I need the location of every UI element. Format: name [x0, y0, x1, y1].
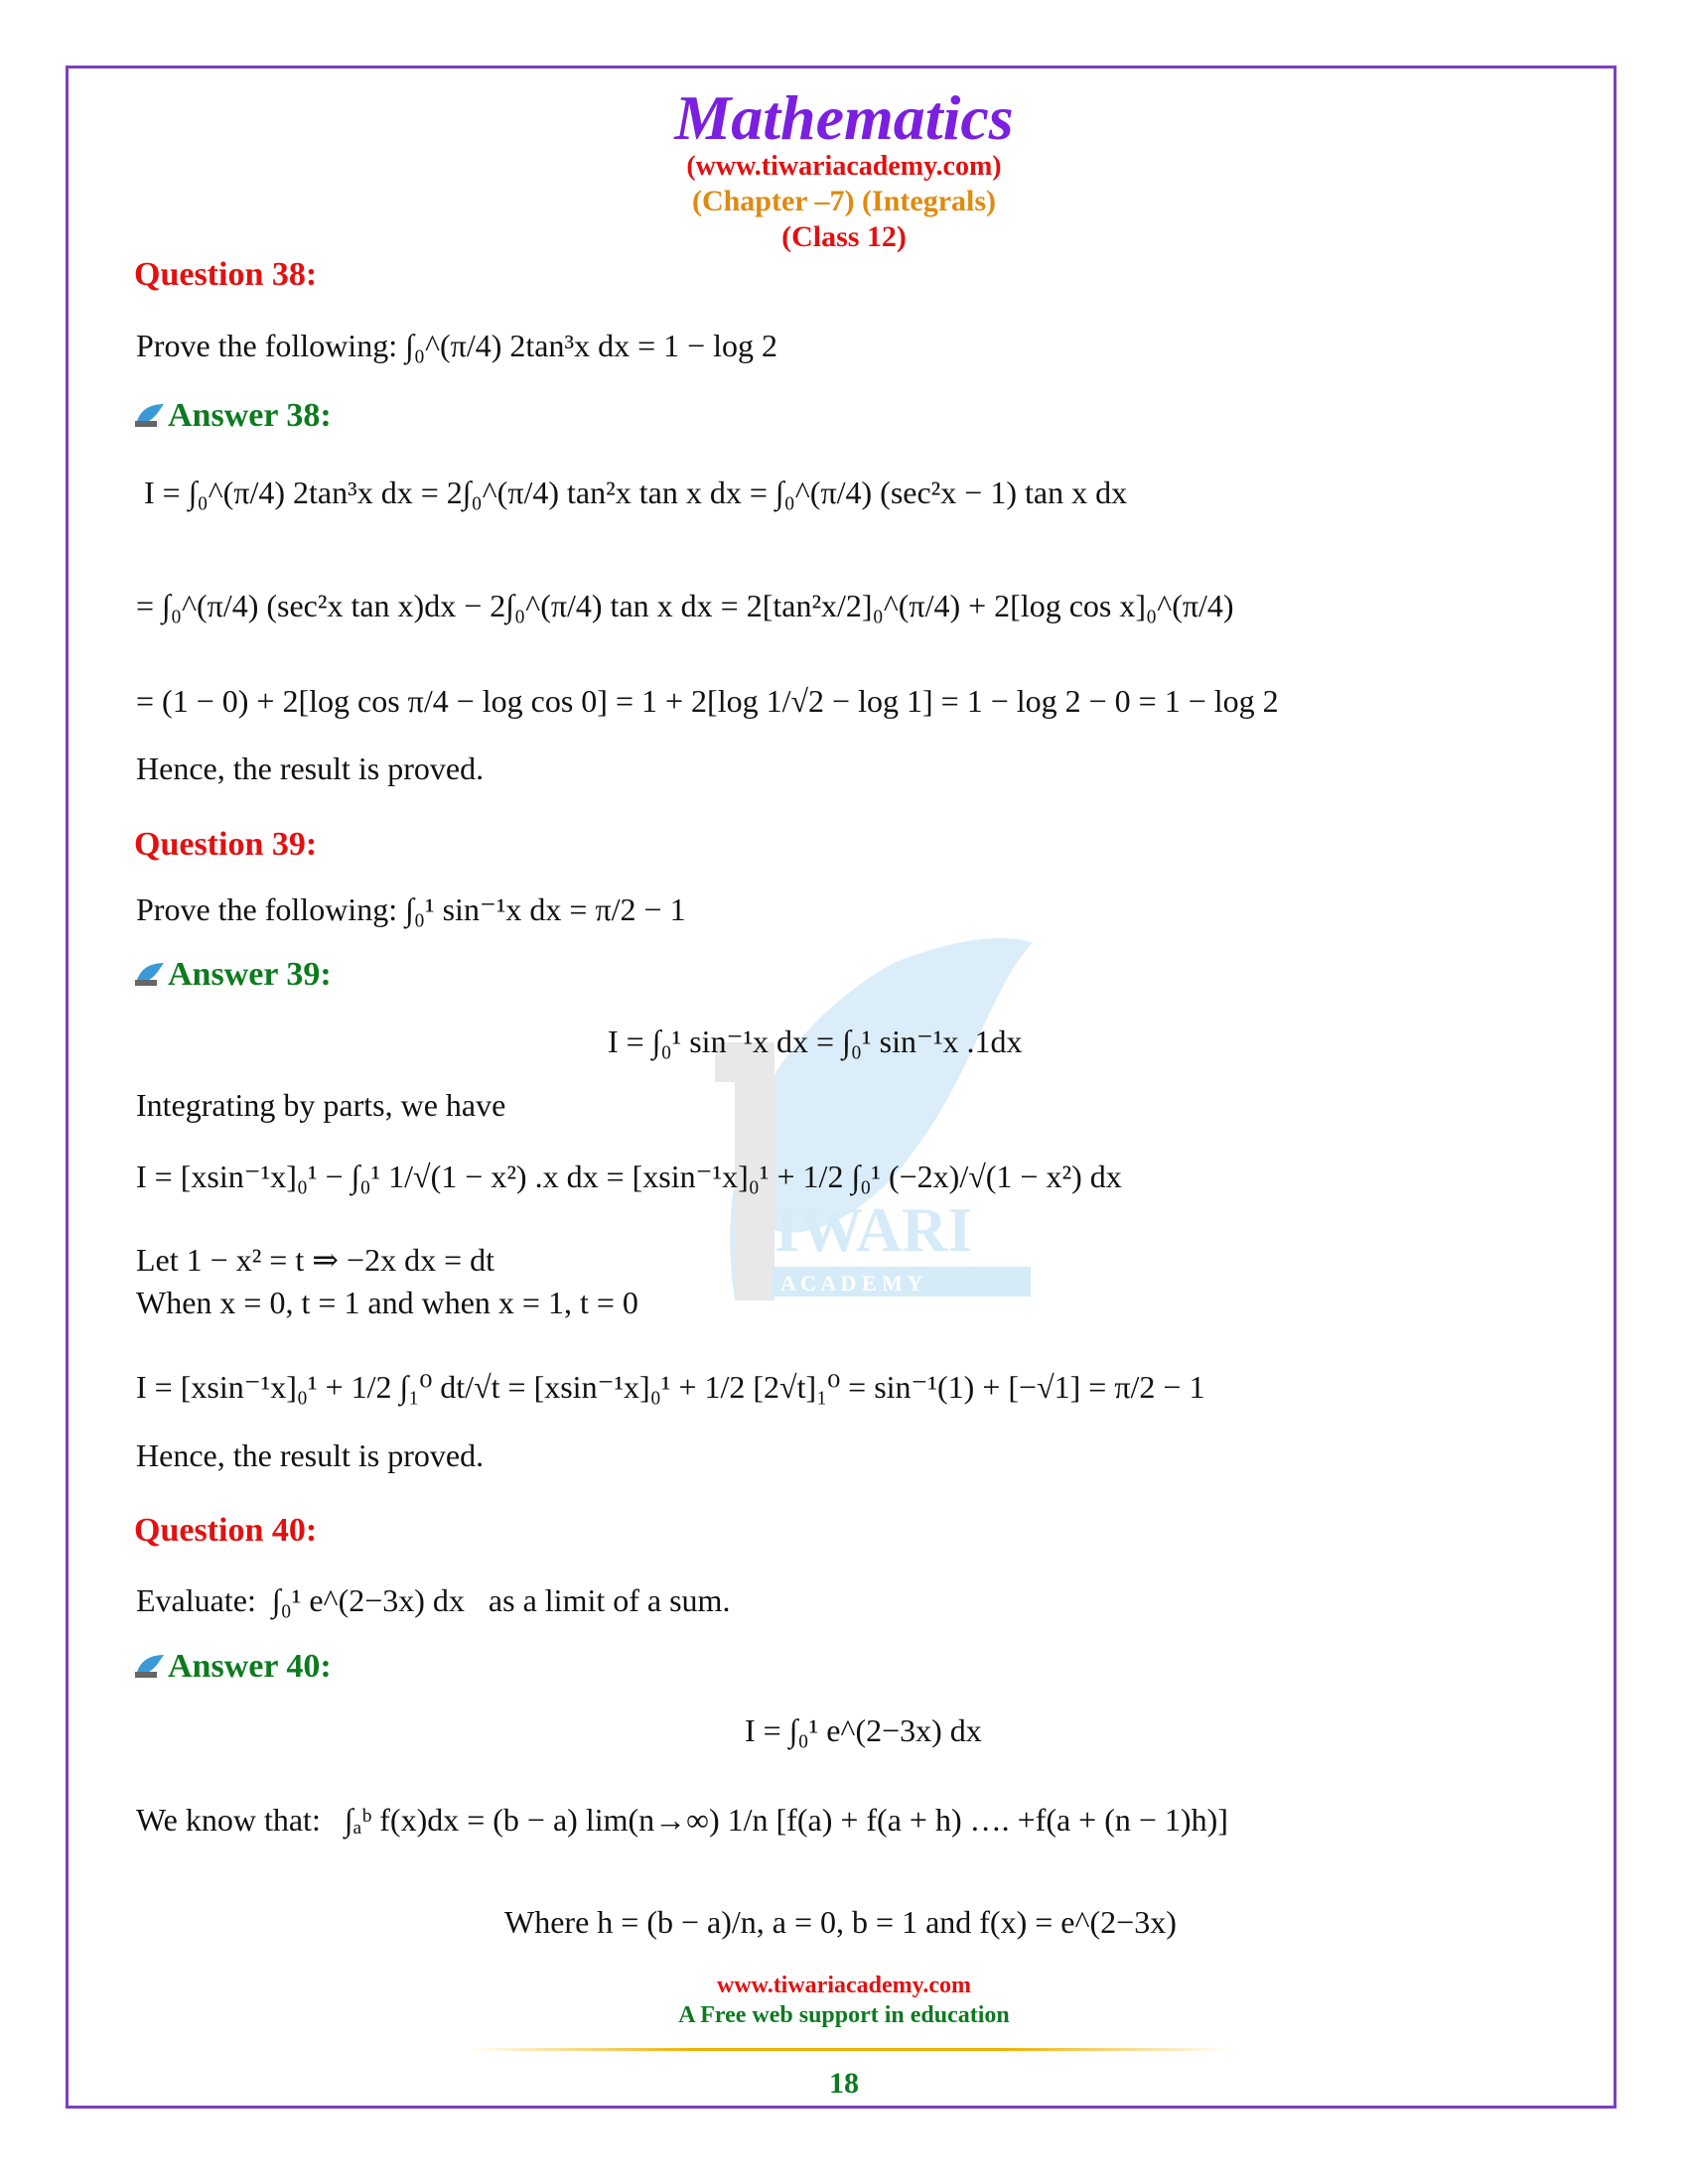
header-chapter: (Chapter –7) (Integrals) — [691, 185, 997, 217]
answer-40-know-text: We know that: — [136, 1802, 321, 1838]
question-38-heading: Question 38: — [134, 256, 318, 293]
question-40-suffix: as a limit of a sum. — [488, 1582, 731, 1618]
header-website: (www.tiwariacademy.com) — [686, 151, 1002, 182]
tiwari-logo-icon — [134, 402, 166, 428]
answer-40-heading: Answer 40: — [134, 1648, 332, 1686]
answer-40-know-line — [136, 1802, 1228, 1839]
footer-website: www.tiwariacademy.com — [717, 1973, 971, 1998]
answer-40-formula: ∫ₐᵇ f(x)dx = (b − a) lim(n→∞) 1/n [f(a) + f(a + h) …. +f(a + (n − 1)h)] — [344, 1802, 1228, 1838]
answer-38-line-1: I = ∫₀^(π/4) 2tan³x dx = 2∫₀^(π/4) tan²x tan x dx = ∫₀^(π/4) (sec²x − 1) tan x dx — [144, 475, 1128, 510]
question-40-statement: ∫₀¹ e^(2−3x) dx — [271, 1582, 465, 1618]
tiwari-logo-icon — [134, 1653, 166, 1679]
question-39-heading: Question 39: — [134, 826, 318, 863]
answer-38-heading: Answer 38: — [134, 397, 332, 435]
footer-tagline: A Free web support in education — [678, 2002, 1010, 2028]
answer-40-line-1: I = ∫₀¹ e^(2−3x) dx — [745, 1712, 982, 1748]
footer-divider — [467, 2048, 1231, 2051]
answer-38-line-2: = ∫₀^(π/4) (sec²x tan x)dx − 2∫₀^(π/4) tan x dx = 2[tan²x/2]₀^(π/4) + 2[log cos x]₀^(π/4) — [136, 588, 1234, 623]
answer-39-when-line: When x = 0, t = 1 and when x = 1, t = 0 — [136, 1285, 638, 1320]
tiwari-logo-icon — [134, 961, 166, 987]
question-39-text — [136, 890, 686, 928]
watermark-name: IWARI — [774, 1194, 973, 1265]
answer-39-heading: Answer 39: — [134, 956, 332, 994]
answer-39-conclusion: Hence, the result is proved. — [136, 1437, 485, 1473]
answer-39-parts-text: Integrating by parts, we have — [136, 1087, 506, 1123]
page-number: 18 — [829, 2067, 859, 2100]
question-40-heading: Question 40: — [134, 1512, 318, 1549]
header-class: (Class 12) — [781, 220, 907, 253]
answer-39-let-line: Let 1 − x² = t ⇒ −2x dx = dt — [136, 1242, 495, 1278]
answer-39-line-2: I = [xsin⁻¹x]₀¹ − ∫₀¹ 1/√(1 − x²) .x dx = [xsin⁻¹x]₀¹ + 1/2 ∫₀¹ (−2x)/√(1 − x²) dx — [136, 1159, 1122, 1194]
question-38-text — [136, 328, 777, 364]
question-38-statement: ∫₀^(π/4) 2tan³x dx = 1 − log 2 — [405, 328, 778, 363]
tiwari-academy-watermark — [695, 923, 1053, 1340]
page-title: Mathematics — [674, 82, 1014, 153]
answer-39-line-1: I = ∫₀¹ sin⁻¹x dx = ∫₀¹ sin⁻¹x .1dx — [608, 1024, 1023, 1059]
watermark-academy: A C A D E M Y — [780, 1271, 923, 1296]
question-39-prompt: Prove the following: — [136, 891, 398, 927]
answer-38-line-3: = (1 − 0) + 2[log cos π/4 − log cos 0] = 1 + 2[log 1/√2 − log 1] = 1 − log 2 − 0 = 1 − log 2 — [136, 683, 1279, 719]
question-40-text — [136, 1582, 730, 1619]
question-38-prompt: Prove the following: — [136, 328, 398, 363]
answer-40-where-line: Where h = (b − a)/n, a = 0, b = 1 and f(x) = e^(2−3x) — [504, 1904, 1177, 1940]
answer-38-conclusion: Hence, the result is proved. — [136, 751, 485, 786]
question-39-statement: ∫₀¹ sin⁻¹x dx = π/2 − 1 — [405, 891, 686, 927]
answer-39-line-3: I = [xsin⁻¹x]₀¹ + 1/2 ∫₁⁰ dt/√t = [xsin⁻¹x]₀¹ + 1/2 [2√t]₁⁰ = sin⁻¹(1) + [−√1] = π/2 − 1 — [136, 1369, 1205, 1405]
question-40-prompt: Evaluate: — [136, 1582, 256, 1618]
